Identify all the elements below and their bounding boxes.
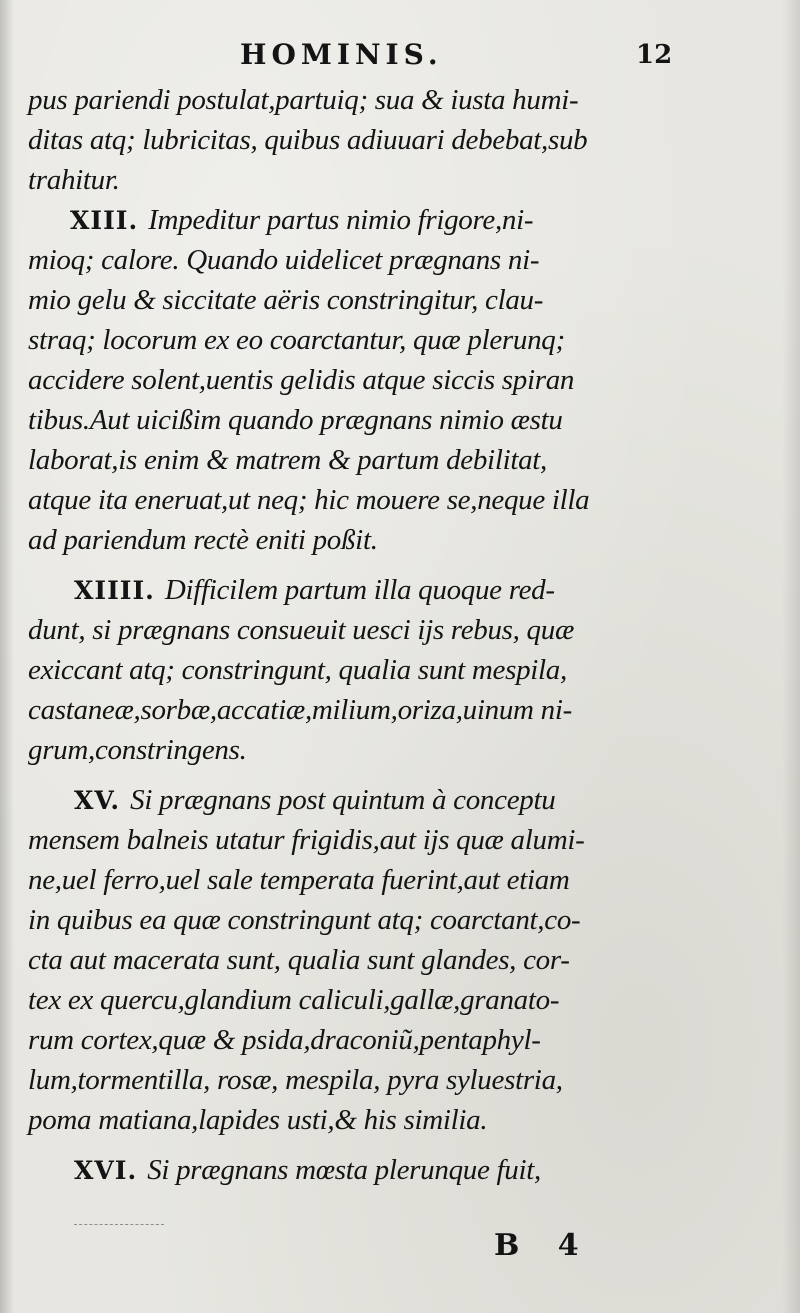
text-line: accidere solent,uentis gelidis atque siccis spiran [28, 364, 575, 396]
section-numeral: XVI. [74, 1156, 138, 1185]
text-line: mioq; calore. Quando uidelicet prægnans ni- [28, 244, 540, 276]
text-line: ditas atq; lubricitas, quibus adiuuari debebat,sub [28, 124, 588, 156]
section-numeral: XV. [74, 786, 121, 815]
text-span: Difficilem partum illa quoque red- [164, 574, 555, 606]
paragraph-gap [28, 1140, 678, 1150]
text-line: trahitur. [28, 164, 120, 196]
section-numeral: XIII. [70, 206, 139, 235]
body-text [28, 80, 678, 1190]
text-line: tex ex quercu,glandium caliculi,gallæ,granato- [28, 984, 560, 1016]
text-line: dunt, si prægnans consueuit uesci ijs rebus, quæ [28, 614, 575, 646]
signature-mark: B 4 [494, 1228, 593, 1263]
text-line: pus pariendi postulat,partuiq; sua & iusta humi- [28, 84, 579, 116]
text-line: tibus.Aut uicißim quando prægnans nimio æstu [28, 404, 563, 436]
page-right-shadow [782, 0, 800, 1313]
text-line: castaneæ,sorbæ,accatiæ,milium,oriza,uinum ni- [28, 694, 572, 726]
running-title: HOMINIS. [240, 38, 443, 71]
text-line: rum cortex,quæ & psida,draconiũ,pentaphyl- [28, 1024, 541, 1056]
paragraph-gap [28, 560, 678, 570]
catchword-rule [74, 1224, 164, 1225]
text-line: laborat,is enim & matrem & partum debilitat, [28, 444, 547, 476]
text-line: straq; locorum ex eo coarctantur, quæ plerunq; [28, 324, 565, 356]
text-line: in quibus ea quæ constringunt atq; coarctant,co- [28, 904, 581, 936]
text-line: exiccant atq; constringunt, qualia sunt mespila, [28, 654, 567, 686]
text-line: mio gelu & siccitate aëris constringitur, clau- [28, 284, 544, 316]
page-left-shadow [0, 0, 14, 1313]
text-line: atque ita eneruat,ut neq; hic mouere se,neque illa [28, 484, 590, 516]
text-line: grum,constringens. [28, 734, 247, 766]
text-line: ad pariendum rectè eniti poßit. [28, 524, 378, 556]
paragraph-gap [28, 770, 678, 780]
text-span: Si prægnans post quintum à conceptu [130, 784, 556, 816]
text-span: Si prægnans mœsta plerunque fuit, [147, 1154, 541, 1186]
page-number: 12 [636, 40, 673, 70]
text-span: Impeditur partus nimio frigore,ni- [148, 204, 534, 236]
paragraph-13-first-line [28, 200, 678, 240]
text-line: ne,uel ferro,uel sale temperata fuerint,aut etiam [28, 864, 570, 896]
running-head [0, 38, 800, 78]
text-line: cta aut macerata sunt, qualia sunt glandes, cor- [28, 944, 570, 976]
paragraph-16-first-line [28, 1150, 678, 1190]
text-line: lum,tormentilla, rosæ, mespila, pyra syluestria, [28, 1064, 563, 1096]
text-line: poma matiana,lapides usti,& his similia. [28, 1104, 488, 1136]
section-numeral: XIIII. [74, 576, 155, 605]
paragraph-14-first-line [28, 570, 678, 610]
paragraph-15-first-line [28, 780, 678, 820]
text-line: mensem balneis utatur frigidis,aut ijs quæ alumi- [28, 824, 585, 856]
